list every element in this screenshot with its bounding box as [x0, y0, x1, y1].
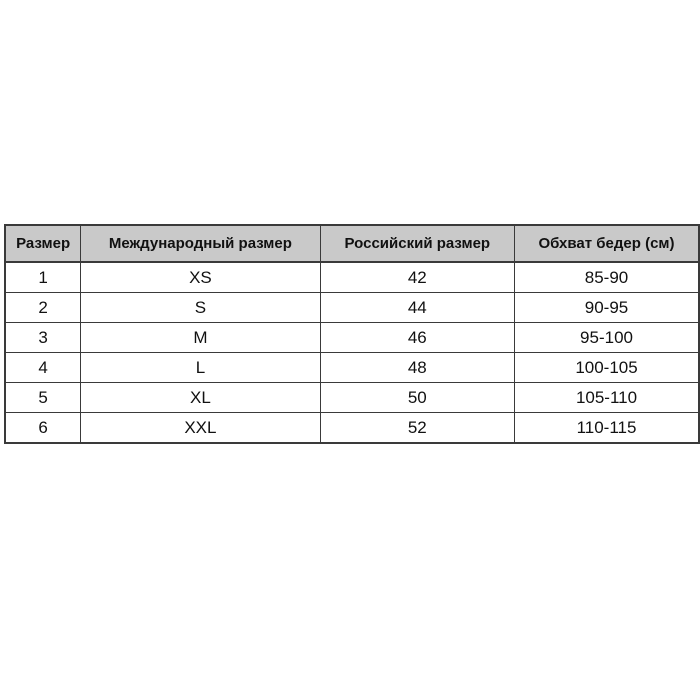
cell-russian-size: 52 — [320, 413, 514, 444]
header-russian-size: Российский размер — [320, 225, 514, 262]
cell-hip-girth: 100-105 — [515, 353, 699, 383]
table-row — [5, 353, 699, 383]
table-row — [5, 262, 699, 293]
table-row — [5, 383, 699, 413]
header-hip-girth: Обхват бедер (см) — [515, 225, 699, 262]
cell-russian-size: 48 — [320, 353, 514, 383]
cell-size: 4 — [5, 353, 81, 383]
cell-international-size: L — [81, 353, 320, 383]
cell-international-size: M — [81, 323, 320, 353]
cell-international-size: XL — [81, 383, 320, 413]
table-row — [5, 413, 699, 444]
table-header — [5, 225, 699, 262]
cell-russian-size: 46 — [320, 323, 514, 353]
header-row — [5, 225, 699, 262]
cell-hip-girth: 85-90 — [515, 262, 699, 293]
cell-international-size: S — [81, 293, 320, 323]
cell-size: 3 — [5, 323, 81, 353]
table-body — [5, 262, 699, 443]
cell-hip-girth: 105-110 — [515, 383, 699, 413]
cell-size: 2 — [5, 293, 81, 323]
cell-size: 1 — [5, 262, 81, 293]
header-international-size: Международный размер — [81, 225, 320, 262]
cell-size: 5 — [5, 383, 81, 413]
cell-russian-size: 44 — [320, 293, 514, 323]
cell-hip-girth: 95-100 — [515, 323, 699, 353]
size-chart-table — [4, 224, 700, 444]
cell-russian-size: 42 — [320, 262, 514, 293]
cell-international-size: XS — [81, 262, 320, 293]
cell-international-size: XXL — [81, 413, 320, 444]
cell-russian-size: 50 — [320, 383, 514, 413]
cell-hip-girth: 90-95 — [515, 293, 699, 323]
table-row — [5, 323, 699, 353]
cell-hip-girth: 110-115 — [515, 413, 699, 444]
cell-size: 6 — [5, 413, 81, 444]
header-size: Размер — [5, 225, 81, 262]
table-row — [5, 293, 699, 323]
